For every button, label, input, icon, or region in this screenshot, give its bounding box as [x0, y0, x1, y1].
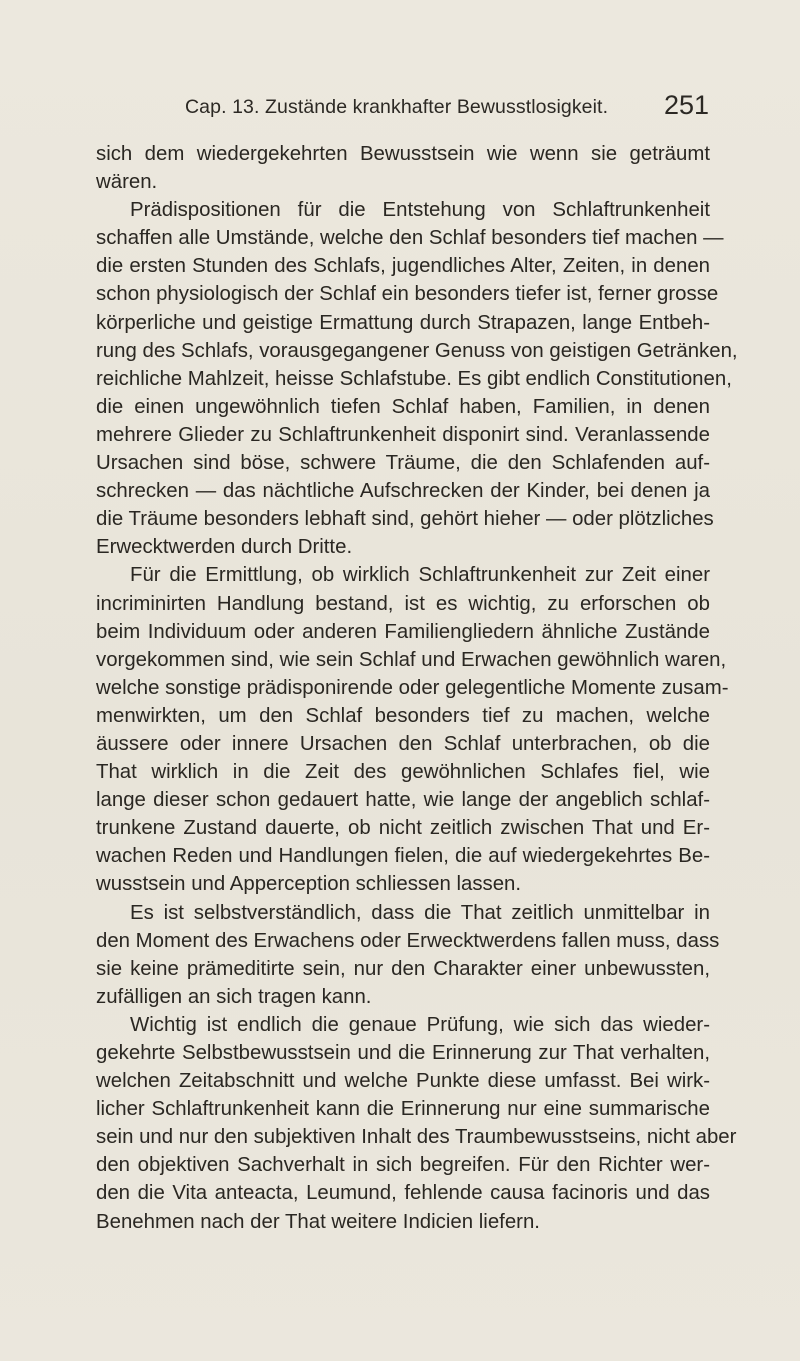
running-header [185, 92, 709, 124]
text-line: die ersten Stunden des Schlafs, jugendliches Alter, Zeiten, in denen [96, 255, 710, 278]
text-line: incriminirten Handlung bestand, ist es wichtig, zu erforschen ob [96, 592, 710, 615]
text-line: Erwecktwerden durch Dritte. [96, 536, 353, 559]
body-text [96, 140, 738, 1236]
text-line: wachen Reden und Handlungen fielen, die auf wiedergekehrtes Be- [96, 845, 710, 868]
text-line: sich dem wiedergekehrten Bewusstsein wie wenn sie geträumt [96, 143, 710, 165]
text-line: rung des Schlafs, vorausgegangener Genuss von geistigen Getränken, [96, 339, 738, 362]
paragraph [96, 561, 729, 898]
text-line: Wichtig ist endlich die genaue Prüfung, wie sich das wieder- [130, 1013, 710, 1036]
text-line: reichliche Mahlzeit, heisse Schlafstube. Es gibt endlich Constitutionen, [96, 367, 732, 390]
text-line: wusstsein und Apperception schliessen lassen. [96, 873, 522, 896]
text-line: den Moment des Erwachens oder Erwecktwerdens fallen muss, dass [96, 929, 720, 952]
paragraph [96, 1011, 737, 1236]
text-line: That wirklich in die Zeit des gewöhnlichen Schlafes fiel, wie [96, 761, 710, 784]
text-line: schaffen alle Umstände, welche den Schlaf besonders tief machen — [96, 227, 724, 250]
text-line: den objektiven Sachverhalt in sich begreifen. Für den Richter wer- [96, 1154, 710, 1177]
text-line: trunkene Zustand dauerte, ob nicht zeitlich zwischen That und Er- [96, 817, 710, 840]
text-line: äussere oder innere Ursachen den Schlaf unterbrachen, ob die [96, 732, 710, 755]
text-line: sein und nur den subjektiven Inhalt des Traumbewusstseins, nicht aber [96, 1126, 737, 1149]
chapter-title: Cap. 13. Zustände krankhafter Bewusstlosigkeit. [185, 96, 609, 118]
page-number: 251 [663, 90, 709, 120]
text-line: lange dieser schon gedauert hatte, wie lange der angeblich schlaf- [96, 789, 710, 812]
text-line: den die Vita anteacta, Leumund, fehlende causa facinoris und das [96, 1182, 710, 1205]
text-line: Prädispositionen für die Entstehung von Schlaftrunkenheit [130, 199, 710, 222]
text-line: licher Schlaftrunkenheit kann die Erinnerung nur eine summarische [96, 1098, 710, 1121]
text-line: welchen Zeitabschnitt und welche Punkte diese umfasst. Bei wirk- [96, 1070, 710, 1093]
text-line: sie keine prämeditirte sein, nur den Charakter einer unbewussten, [96, 957, 710, 980]
text-line: menwirkten, um den Schlaf besonders tief zu machen, welche [96, 704, 710, 727]
text-line: zufälligen an sich tragen kann. [96, 985, 372, 1008]
text-line: vorgekommen sind, wie sein Schlaf und Erwachen gewöhnlich waren, [96, 648, 727, 671]
text-line: schrecken — das nächtliche Aufschrecken der Kinder, bei denen ja [96, 480, 710, 503]
text-line: die Träume besonders lebhaft sind, gehört hieher — oder plötzliches [96, 508, 714, 531]
paragraph [96, 899, 720, 1011]
text-line: beim Individuum oder anderen Familiengliedern ähnliche Zustände [96, 620, 710, 643]
paragraph [96, 140, 710, 196]
text-line: welche sonstige prädisponirende oder gelegentliche Momente zusam- [96, 676, 729, 699]
text-line: Ursachen sind böse, schwere Träume, die den Schlafenden auf- [96, 452, 710, 475]
text-line: mehrere Glieder zu Schlaftrunkenheit disponirt sind. Veranlassende [96, 423, 710, 446]
text-line: Es ist selbstverständlich, dass die That zeitlich unmittelbar in [130, 901, 710, 924]
text-line: schon physiologisch der Schlaf ein besonders tiefer ist, ferner grosse [96, 283, 719, 306]
text-line: gekehrte Selbstbewusstsein und die Erinnerung zur That verhalten, [96, 1042, 710, 1064]
paragraph [96, 196, 738, 561]
text-line: Benehmen nach der That weitere Indicien liefern. [96, 1210, 540, 1233]
text-line: wären. [96, 171, 158, 194]
text-line: die einen ungewöhnlich tiefen Schlaf haben, Familien, in denen [96, 395, 710, 418]
text-line: körperliche und geistige Ermattung durch Strapazen, lange Entbeh- [96, 311, 710, 334]
text-line: Für die Ermittlung, ob wirklich Schlaftrunkenheit zur Zeit einer [130, 564, 710, 587]
